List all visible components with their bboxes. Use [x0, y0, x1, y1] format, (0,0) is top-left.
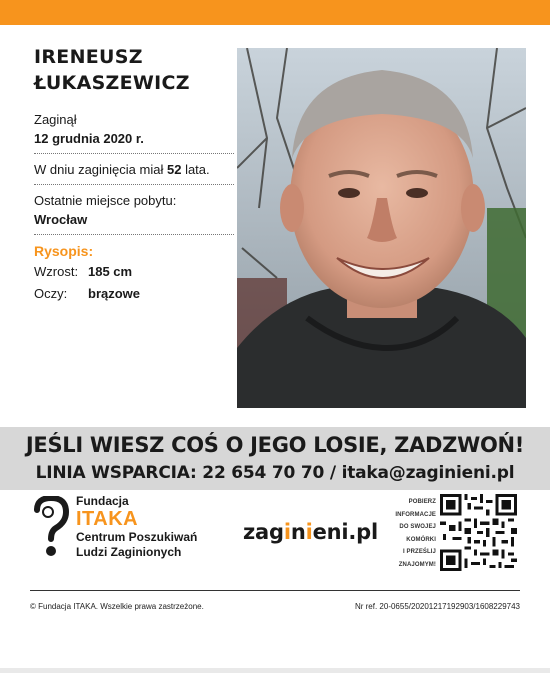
- call-to-action-title: JEŚLI WIESZ COŚ O JEGO LOSIE, ZADZWOŃ!: [25, 433, 525, 457]
- height-row: [34, 261, 234, 283]
- site-part-2: n: [290, 520, 306, 544]
- site-accent-i-2: i: [305, 520, 313, 544]
- description-title: Rysopis:: [34, 243, 94, 259]
- footer-divider: [30, 590, 520, 591]
- missing-label: Zaginął: [34, 112, 77, 127]
- logo-text: [76, 494, 197, 560]
- site-accent-i: i: [283, 520, 291, 544]
- person-last-name: ŁUKASZEWICZ: [34, 72, 190, 94]
- eyes-label: Oczy:: [34, 286, 68, 301]
- logo-itaka: ITAKA: [76, 508, 139, 530]
- call-to-action-band: [0, 427, 550, 490]
- missing-date: 12 grudnia 2020 r.: [34, 131, 144, 146]
- qr-caption-line: POBIERZ: [408, 499, 436, 505]
- site-part-1: zag: [243, 520, 284, 544]
- age-line: [34, 160, 234, 179]
- missing-date-block: [34, 104, 234, 154]
- qr-caption-line: KOMÓRKI: [406, 536, 436, 543]
- logo-fundacja: Fundacja: [76, 494, 129, 508]
- height-label: Wzrost:: [34, 264, 79, 279]
- qr-caption-line: INFORMACJE: [395, 511, 436, 518]
- age-suffix: lata.: [185, 162, 210, 177]
- qr-caption-line: I PRZEŚLIJ: [402, 549, 436, 555]
- question-mark-icon: [32, 496, 70, 558]
- copyright: © Fundacja ITAKA. Wszelkie prawa zastrzeżone.: [30, 602, 204, 611]
- qr-caption-line: DO SWOJEJ: [399, 524, 436, 530]
- person-photo: [237, 48, 526, 408]
- logo-subtitle-2: Ludzi Zaginionych: [76, 545, 182, 559]
- eyes-value: brązowe: [88, 286, 141, 301]
- top-accent-bar: [0, 0, 550, 25]
- eyes-row: [34, 283, 234, 305]
- bottom-edge: [0, 668, 550, 673]
- qr-caption-line: ZNAJOMYM!: [398, 561, 436, 568]
- person-first-name: IRENEUSZ: [34, 46, 143, 68]
- last-place-block: [34, 185, 234, 235]
- height-value: 185 cm: [88, 264, 133, 279]
- age-block: [34, 154, 234, 185]
- qr-code[interactable]: [440, 494, 517, 571]
- itaka-logo: [32, 494, 222, 564]
- qr-caption: [380, 496, 436, 571]
- site-part-3: eni.pl: [312, 520, 378, 544]
- logo-subtitle-1: Centrum Poszukiwań: [76, 530, 198, 544]
- age-prefix: W dniu zaginięcia miał: [34, 162, 164, 177]
- last-place-value: Wrocław: [34, 212, 88, 227]
- support-line: LINIA WSPARCIA: 22 654 70 70 / itaka@zaginieni.pl: [35, 463, 515, 483]
- last-place-label: Ostatnie miejsce pobytu:: [34, 193, 177, 208]
- age-value: 52: [166, 162, 182, 177]
- website-logo: [243, 520, 378, 544]
- person-info: [34, 44, 234, 305]
- reference-number: Nr ref. 20-0655/20201217192903/1608229743: [354, 602, 520, 611]
